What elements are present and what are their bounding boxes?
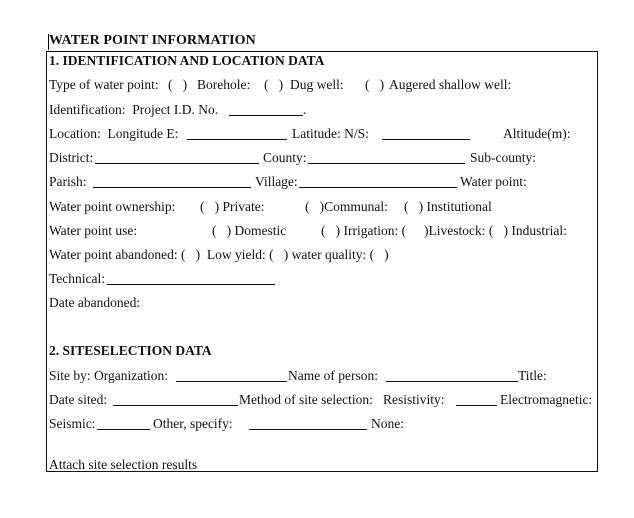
livestock-industrial-option[interactable]: )Livestock: ( ) Industrial: <box>424 223 567 238</box>
irrigation-option[interactable]: ( ) Irrigation: ( <box>321 223 407 238</box>
village-label: Village: <box>255 174 298 189</box>
seismic-label: Seismic: <box>49 416 96 431</box>
technical-label: Technical: <box>49 271 106 286</box>
other-label: Other, specify: <box>153 416 233 431</box>
date-sited-label: Date sited: <box>49 392 108 407</box>
water-point-label: Water point: <box>460 174 527 189</box>
altitude-label: Altitude(m): <box>503 126 571 141</box>
latitude-label: Latitude: N/S: <box>292 126 369 141</box>
electromagnetic-label: Electromagnetic: <box>500 392 593 407</box>
subcounty-label: Sub-county: <box>470 150 536 165</box>
dug-well-label: Dug well: <box>290 77 344 92</box>
location-label: Location: Longitude E: <box>49 126 179 141</box>
village-field[interactable] <box>299 175 457 188</box>
resistivity-field[interactable] <box>456 393 497 406</box>
ownership-label: Water point ownership: <box>49 199 176 214</box>
private-option[interactable]: ( ) Private: <box>200 199 265 214</box>
site-by-label: Site by: Organization: <box>49 368 168 383</box>
section1-heading: 1. IDENTIFICATION AND LOCATION DATA <box>49 53 325 68</box>
county-label: County: <box>263 150 307 165</box>
date-abandoned-label: Date abandoned: <box>49 295 141 310</box>
project-id-field[interactable] <box>229 103 303 116</box>
district-field[interactable] <box>95 151 259 164</box>
section2-heading: 2. SITESELECTION DATA <box>49 343 212 358</box>
type-label: Type of water point: <box>49 77 159 92</box>
district-label: District: <box>49 150 94 165</box>
latitude-field[interactable] <box>382 127 470 140</box>
augered-label: Augered shallow well: <box>389 77 512 92</box>
technical-field[interactable] <box>107 272 275 285</box>
borehole-label: Borehole: <box>197 77 251 92</box>
borehole-checkbox[interactable]: ( ) <box>168 77 188 92</box>
identification-label: Identification: Project I.D. No. <box>49 102 219 117</box>
page-title: WATER POINT INFORMATION <box>49 33 256 48</box>
date-sited-field[interactable] <box>113 393 238 406</box>
county-field[interactable] <box>308 151 465 164</box>
method-label: Method of site selection: Resistivity: <box>239 392 445 407</box>
title-label: Title: <box>518 368 547 383</box>
other-field[interactable] <box>249 417 367 430</box>
abandoned-line: Water point abandoned: ( ) Low yield: ( ) water quality: ( ) <box>49 247 389 262</box>
name-person-label: Name of person: <box>288 368 378 383</box>
institutional-option[interactable]: ( ) Institutional <box>404 199 492 214</box>
dug-well-checkbox[interactable]: ( ) <box>264 77 284 92</box>
communal-option[interactable]: ( )Communal: <box>305 199 388 214</box>
attach-label: Attach site selection results <box>49 457 198 472</box>
organization-field[interactable] <box>176 369 287 382</box>
augered-checkbox[interactable]: ( ) <box>365 77 385 92</box>
name-person-field[interactable] <box>386 369 518 382</box>
identification-period: . <box>303 102 307 117</box>
parish-field[interactable] <box>93 175 251 188</box>
use-label: Water point use: <box>49 223 138 238</box>
none-label: None: <box>371 416 404 431</box>
parish-label: Parish: <box>49 174 87 189</box>
domestic-option[interactable]: ( ) Domestic <box>212 223 287 238</box>
seismic-field[interactable] <box>97 417 150 430</box>
longitude-field[interactable] <box>187 127 287 140</box>
